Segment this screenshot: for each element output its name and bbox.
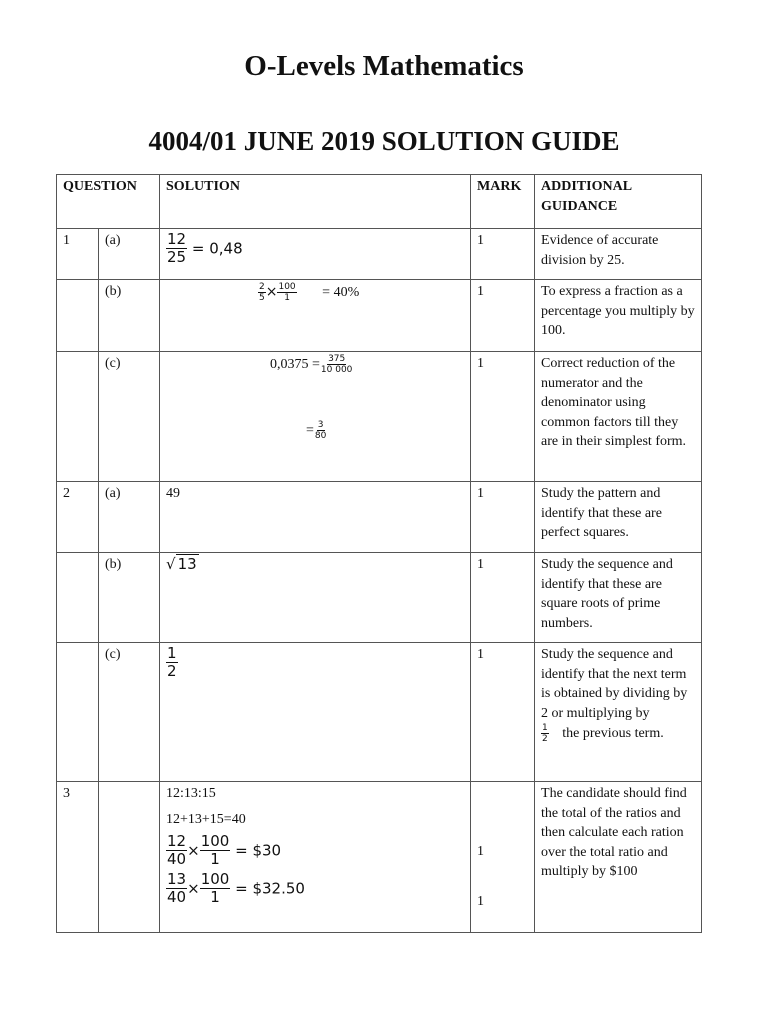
question-number: [57, 280, 99, 352]
table-row: [57, 229, 702, 280]
numerator: 100: [278, 282, 296, 292]
denominator: 25: [167, 248, 187, 267]
solution-lhs: 0,0375 =: [270, 357, 320, 373]
fraction: [200, 871, 231, 907]
numerator: 12: [167, 832, 187, 850]
result-value: = 40%: [322, 285, 360, 301]
solution-table: [56, 174, 702, 933]
guidance-text: Study the sequence and identify that the next term is obtained by dividing by 2 or multiplying by: [541, 647, 688, 721]
square-root: √ 13: [166, 555, 197, 573]
mark-cell: 1: [471, 229, 535, 280]
question-part: (a): [99, 229, 160, 280]
document-subtitle: 4004/01 JUNE 2019 SOLUTION GUIDE: [148, 126, 620, 156]
denominator: 10 000: [320, 365, 353, 376]
times-sign: ×: [265, 284, 278, 301]
guidance-cell: Study the sequence and identify that these are square roots of prime numbers.: [535, 553, 702, 643]
total-line: 12+13+15=40: [166, 811, 246, 827]
question-number: 2: [57, 482, 99, 553]
fraction: [166, 833, 187, 869]
denominator: 2: [542, 734, 548, 745]
denominator: 2: [167, 662, 177, 681]
numerator: 2: [259, 282, 265, 292]
mark-cell: 1: [471, 482, 535, 553]
numerator: 100: [200, 832, 230, 850]
table-row: [57, 782, 702, 933]
denominator: 1: [210, 887, 220, 906]
solution-cell: [160, 643, 471, 782]
table-header-row: [57, 175, 702, 229]
question-part: (b): [99, 553, 160, 643]
result-value: = $32.50: [235, 878, 305, 897]
question-number: [57, 553, 99, 643]
solution-cell: [160, 482, 471, 553]
mark-value: 1: [477, 893, 485, 909]
guidance-cell: Correct reduction of the numerator and the denominator using common factors till they are in their simplest form.: [535, 352, 702, 482]
mark-cell: 1: [471, 553, 535, 643]
mark-value: 1: [477, 844, 485, 859]
question-part: (b): [99, 280, 160, 352]
solution-cell: [160, 782, 471, 933]
denominator: 5: [259, 293, 265, 304]
times-sign: ×: [187, 878, 200, 897]
question-part: [99, 782, 160, 933]
calc-line: [166, 871, 464, 907]
fraction: [258, 282, 266, 304]
solution-cell: [160, 352, 471, 482]
guidance-cell: To express a fraction as a percentage you multiply by 100.: [535, 280, 702, 352]
table-row: [57, 280, 702, 352]
mark-cell: 1: [471, 352, 535, 482]
question-number: 1: [57, 229, 99, 280]
calc-line: [166, 833, 464, 869]
mark-cell: [471, 782, 535, 933]
table-row: [57, 352, 702, 482]
denominator: 40: [167, 887, 187, 906]
fraction: [166, 871, 187, 907]
numerator: 3: [317, 419, 324, 430]
fraction: [314, 420, 327, 442]
numerator: 12: [167, 230, 187, 248]
mark-cell: 1: [471, 280, 535, 352]
guidance-cell: The candidate should find the total of the ratios and then calculate each ration over the total ratio and multiply by $100: [535, 782, 702, 933]
denominator: 1: [284, 293, 290, 304]
question-part: (c): [99, 643, 160, 782]
fraction: [166, 231, 187, 267]
question-number: 3: [57, 782, 99, 933]
result-value: = 0,48: [191, 239, 243, 258]
denominator: 40: [167, 850, 187, 869]
numerator: 100: [200, 869, 230, 888]
equals-sign: =: [306, 422, 314, 438]
result-value: = $30: [235, 841, 282, 860]
fraction: [541, 723, 549, 745]
table-row: [57, 553, 702, 643]
numerator: 375: [328, 354, 346, 364]
ratio-line: 12:13:15: [166, 786, 216, 801]
header-question: QUESTION: [57, 175, 160, 229]
answer-value: 49: [166, 486, 181, 501]
mark-cell: 1: [471, 643, 535, 782]
question-number: [57, 643, 99, 782]
fraction: [200, 833, 231, 869]
guidance-cell: Evidence of accurate division by 25.: [535, 229, 702, 280]
radicand: 13: [177, 555, 197, 573]
question-part: (a): [99, 482, 160, 553]
numerator: 1: [542, 723, 548, 733]
guidance-text-tail: the previous term.: [562, 726, 664, 742]
fraction: [320, 354, 354, 376]
solution-cell: [160, 553, 471, 643]
question-part: (c): [99, 352, 160, 482]
header-mark: MARK: [471, 175, 535, 229]
guidance-cell: Study the pattern and identify that these are perfect squares.: [535, 482, 702, 553]
header-solution: SOLUTION: [160, 175, 471, 229]
solution-cell: [160, 229, 471, 280]
numerator: 13: [167, 869, 187, 888]
guidance-cell: [535, 643, 702, 782]
fraction: [277, 282, 296, 304]
times-sign: ×: [187, 841, 200, 860]
denominator: 1: [210, 850, 220, 869]
table-row: [57, 482, 702, 553]
solution-cell: [160, 280, 471, 352]
header-guidance: ADDITIONAL GUIDANCE: [535, 175, 702, 229]
document-title: O-Levels Mathematics: [244, 50, 524, 82]
numerator: 1: [167, 644, 177, 662]
table-row: [57, 643, 702, 782]
fraction: [166, 645, 178, 681]
question-number: [57, 352, 99, 482]
denominator: 80: [314, 431, 327, 442]
